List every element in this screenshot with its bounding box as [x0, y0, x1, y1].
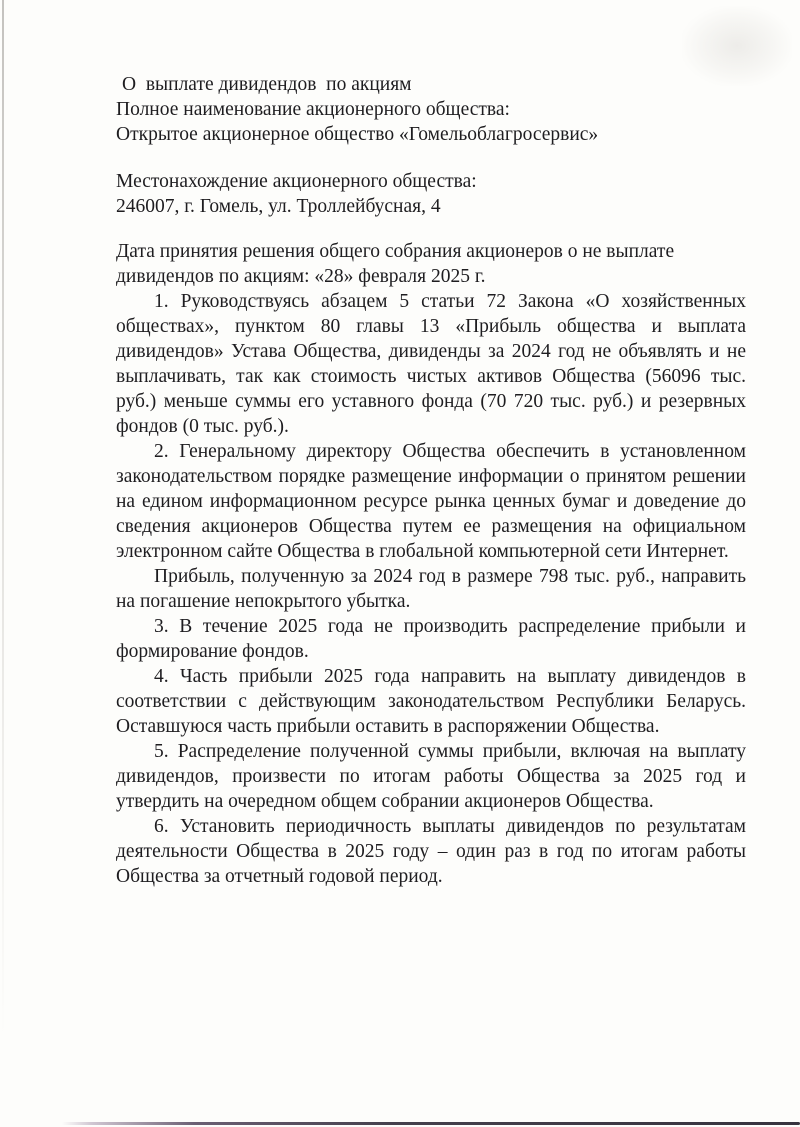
paragraph-item-2: 2. Генеральному директору Общества обеспечить в установленном законодательством порядке размещение информации о принятом решении на едином информационном ресурсе рынка ценных бумаг и доведение до сведения акционеров Общества путем ее размещения на официальном электронном сайте Общества в глобальной компьютерной сети Интернет. [116, 441, 746, 562]
paragraph-profit-allocation: Прибыль, полученную за 2024 год в размере 798 тыс. руб., направить на погашение непокрытого убытка. [116, 566, 746, 612]
company-name-block [116, 97, 746, 147]
paragraph-item-3: 3. В течение 2025 года не производить распределение прибыли и формирование фондов. [116, 616, 746, 662]
paragraph-item-5: 5. Распределение полученной суммы прибыли, включая на выплату дивидендов, произвести по итогам работы Общества за 2025 год и утвердить на очередном общем собрании акционеров Общества. [116, 741, 746, 812]
document-title: О выплате дивидендов по акциям [122, 74, 412, 95]
company-address-label: Местонахождение акционерного общества: [116, 171, 477, 192]
decision-date-paragraph: Дата принятия решения общего собрания акционеров о не выплате дивидендов по акциям: «28» февраля 2025 г. [116, 241, 675, 287]
company-address-value: 246007, г. Гомель, ул. Троллейбусная, 4 [116, 196, 441, 217]
scan-edge-left-artifact [2, 0, 4, 1037]
company-name-value: Открытое акционерное общество «Гомельоблагросервис» [116, 124, 599, 145]
document-body [116, 72, 746, 889]
paragraph-item-1: 1. Руководствуясь абзацем 5 статьи 72 Закона «О хозяйственных обществах», пунктом 80 главы 13 «Прибыль общества и выплата дивидендов» Устава Общества, дивиденды за 2024 год не объявлять и не выплачивать, так как стоимость чистых активов Общества (56096 тыс. руб.) меньше суммы его уставного фонда (70 720 тыс. руб.) и резервных фондов (0 тыс. руб.). [116, 291, 746, 437]
company-address-block [116, 169, 746, 219]
company-name-label: Полное наименование акционерного общества: [116, 99, 510, 120]
scan-edge-bottom-artifact [62, 1122, 800, 1125]
paragraph-item-4: 4. Часть прибыли 2025 года направить на выплату дивидендов в соответствии с действующим законодательством Республики Беларусь. Оставшуюся часть прибыли оставить в распоряжении Общества. [116, 666, 746, 737]
paragraph-item-6: 6. Установить периодичность выплаты дивидендов по результатам деятельности Общества в 2025 году – один раз в год по итогам работы Общества за отчетный годовой период. [116, 816, 746, 887]
